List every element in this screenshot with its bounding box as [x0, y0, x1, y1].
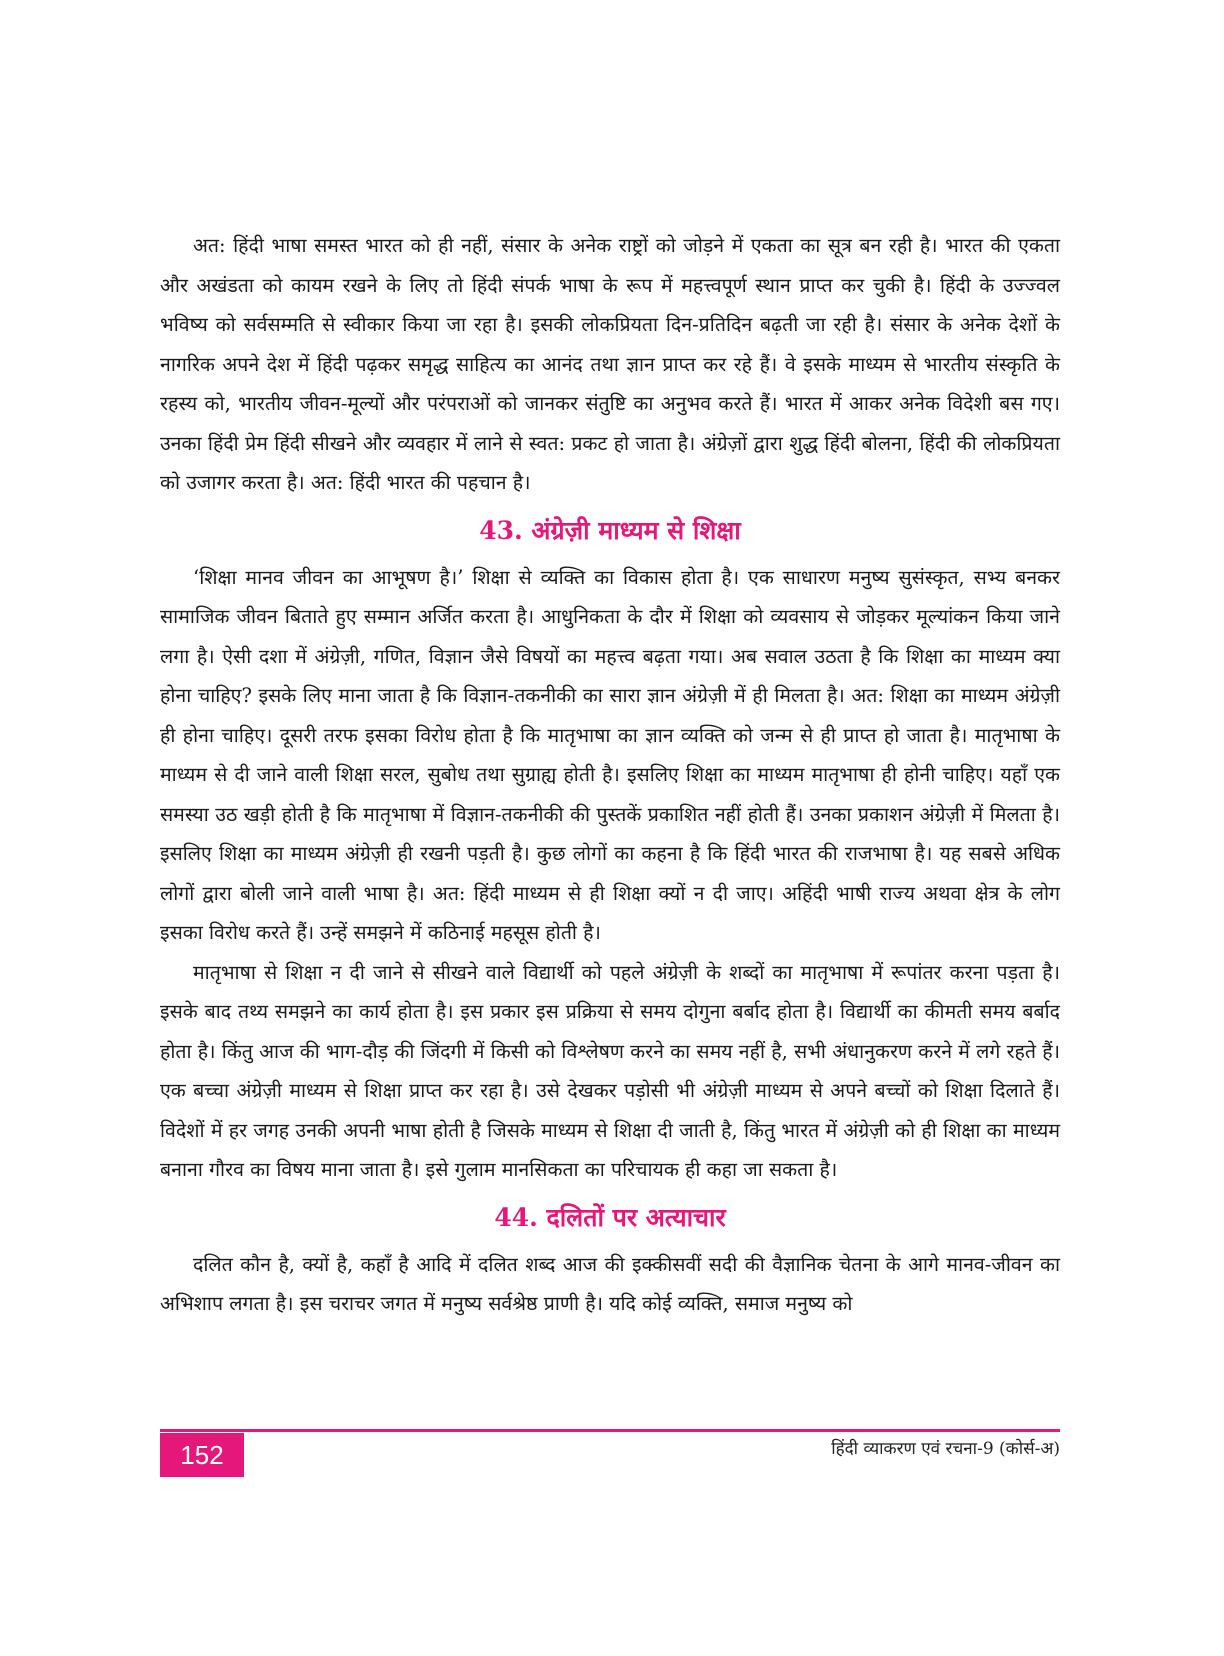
- paragraph-english-medium-intro: ‘शिक्षा मानव जीवन का आभूषण है।’ शिक्षा से व्यक्ति का विकास होता है। एक साधारण मनुष्य सुसंस्कृत, सभ्य बनकर सामाजिक जीवन बिताते हुए सम्मान अर्जित करता है। आधुनिकता के दौर में शिक्षा को व्यवसाय से जोड़कर मूल्यांकन किया जाने लगा है। ऐसी दशा में अंग्रेज़ी, गणित, विज्ञान जैसे विषयों का महत्त्व बढ़ता गया। अब सवाल उठता है कि शिक्षा का माध्यम क्या होना चाहिए? इसके लिए माना जाता है कि विज्ञान-तकनीकी का सारा ज्ञान अंग्रेज़ी में ही मिलता है। अत: शिक्षा का माध्यम अंग्रेज़ी ही होना चाहिए। दूसरी तरफ इसका विरोध होता है कि मातृभाषा का ज्ञान व्यक्ति को जन्म से ही प्राप्त हो जाता है। मातृभाषा के माध्यम से दी जाने वाली शिक्षा सरल, सुबोध तथा सुग्राह्य होती है। इसलिए शिक्षा का माध्यम मातृभाषा ही होनी चाहिए। यहाँ एक समस्या उठ खड़ी होती है कि मातृभाषा में विज्ञान-तकनीकी की पुस्तकें प्रकाशित नहीं होती हैं। उनका प्रकाशन अंग्रेज़ी में मिलता है। इसलिए शिक्षा का माध्यम अंग्रेज़ी ही रखनी पड़ती है। कुछ लोगों का कहना है कि हिंदी भारत की राजभाषा है। यह सबसे अधिक लोगों द्वारा बोली जाने वाली भाषा है। अत: हिंदी माध्यम से ही शिक्षा क्यों न दी जाए। अहिंदी भाषी राज्य अथवा क्षेत्र के लोग इसका विरोध करते हैं। उन्हें समझने में कठिनाई महसूस होती है।: [160, 565, 1060, 944]
- footer-divider: [160, 1429, 1060, 1432]
- section-heading-43: 43. अंग्रेज़ी माध्यम से शिक्षा: [479, 515, 741, 545]
- footer-book-title: हिंदी व्याकरण एवं रचना-9 (कोर्स-अ): [831, 1439, 1060, 1459]
- paragraph-hindi-unity: अत: हिंदी भाषा समस्त भारत को ही नहीं, संसार के अनेक राष्ट्रों को जोड़ने में एकता का सूत्र बन रही है। भारत की एकता और अखंडता को कायम रखने के लिए तो हिंदी संपर्क भाषा के रूप में महत्त्वपूर्ण स्थान प्राप्त कर चुकी है। हिंदी के उज्ज्वल भविष्य को सर्वसम्मति से स्वीकार किया जा रहा है। इसकी लोकप्रियता दिन-प्रतिदिन बढ़ती जा रही है। संसार के अनेक देशों के नागरिक अपने देश में हिंदी पढ़कर समृद्ध साहित्य का आनंद तथा ज्ञान प्राप्त कर रहे हैं। वे इसके माध्यम से भारतीय संस्कृति के रहस्य को, भारतीय जीवन-मूल्यों और परंपराओं को जानकर संतुष्टि का अनुभव करते हैं। भारत में आकर अनेक विदेशी बस गए। उनका हिंदी प्रेम हिंदी सीखने और व्यवहार में लाने से स्वत: प्रकट हो जाता है। अंग्रेज़ों द्वारा शुद्ध हिंदी बोलना, हिंदी की लोकप्रियता को उजागर करता है। अत: हिंदी भारत की पहचान है।: [160, 234, 1060, 494]
- section-heading-44: 44. दलितों पर अत्याचार: [494, 1202, 726, 1232]
- page-number-badge: 152: [160, 1433, 244, 1477]
- paragraph-dalit-intro: दलित कौन है, क्यों है, कहाँ है आदि में दलित शब्द आज की इक्कीसवीं सदी की वैज्ञानिक चेतना के आगे मानव-जीवन का अभिशाप लगता है। इस चराचर जगत में मनुष्य सर्वश्रेष्ठ प्राणी है। यदि कोई व्यक्ति, समाज मनुष्य को: [160, 1252, 1060, 1315]
- page-body: [160, 226, 1060, 1324]
- paragraph-mother-tongue-education: मातृभाषा से शिक्षा न दी जाने से सीखने वाले विद्यार्थी को पहले अंग्रेज़ी के शब्दों का मातृभाषा में रूपांतर करना पड़ता है। इसके बाद तथ्य समझने का कार्य होता है। इस प्रकार इस प्रक्रिया से समय दोगुना बर्बाद होता है। विद्यार्थी का कीमती समय बर्बाद होता है। किंतु आज की भाग-दौड़ की जिंदगी में किसी को विश्लेषण करने का समय नहीं है, सभी अंधानुकरण करने में लगे रहते हैं। एक बच्चा अंग्रेज़ी माध्यम से शिक्षा प्राप्त कर रहा है। उसे देखकर पड़ोसी भी अंग्रेज़ी माध्यम से अपने बच्चों को शिक्षा दिलाते हैं। विदेशों में हर जगह उनकी अपनी भाषा होती है जिसके माध्यम से शिक्षा दी जाती है, किंतु भारत में अंग्रेज़ी को ही शिक्षा का माध्यम बनाना गौरव का विषय माना जाता है। इसे गुलाम मानसिकता का परिचायक ही कहा जा सकता है।: [160, 960, 1060, 1181]
